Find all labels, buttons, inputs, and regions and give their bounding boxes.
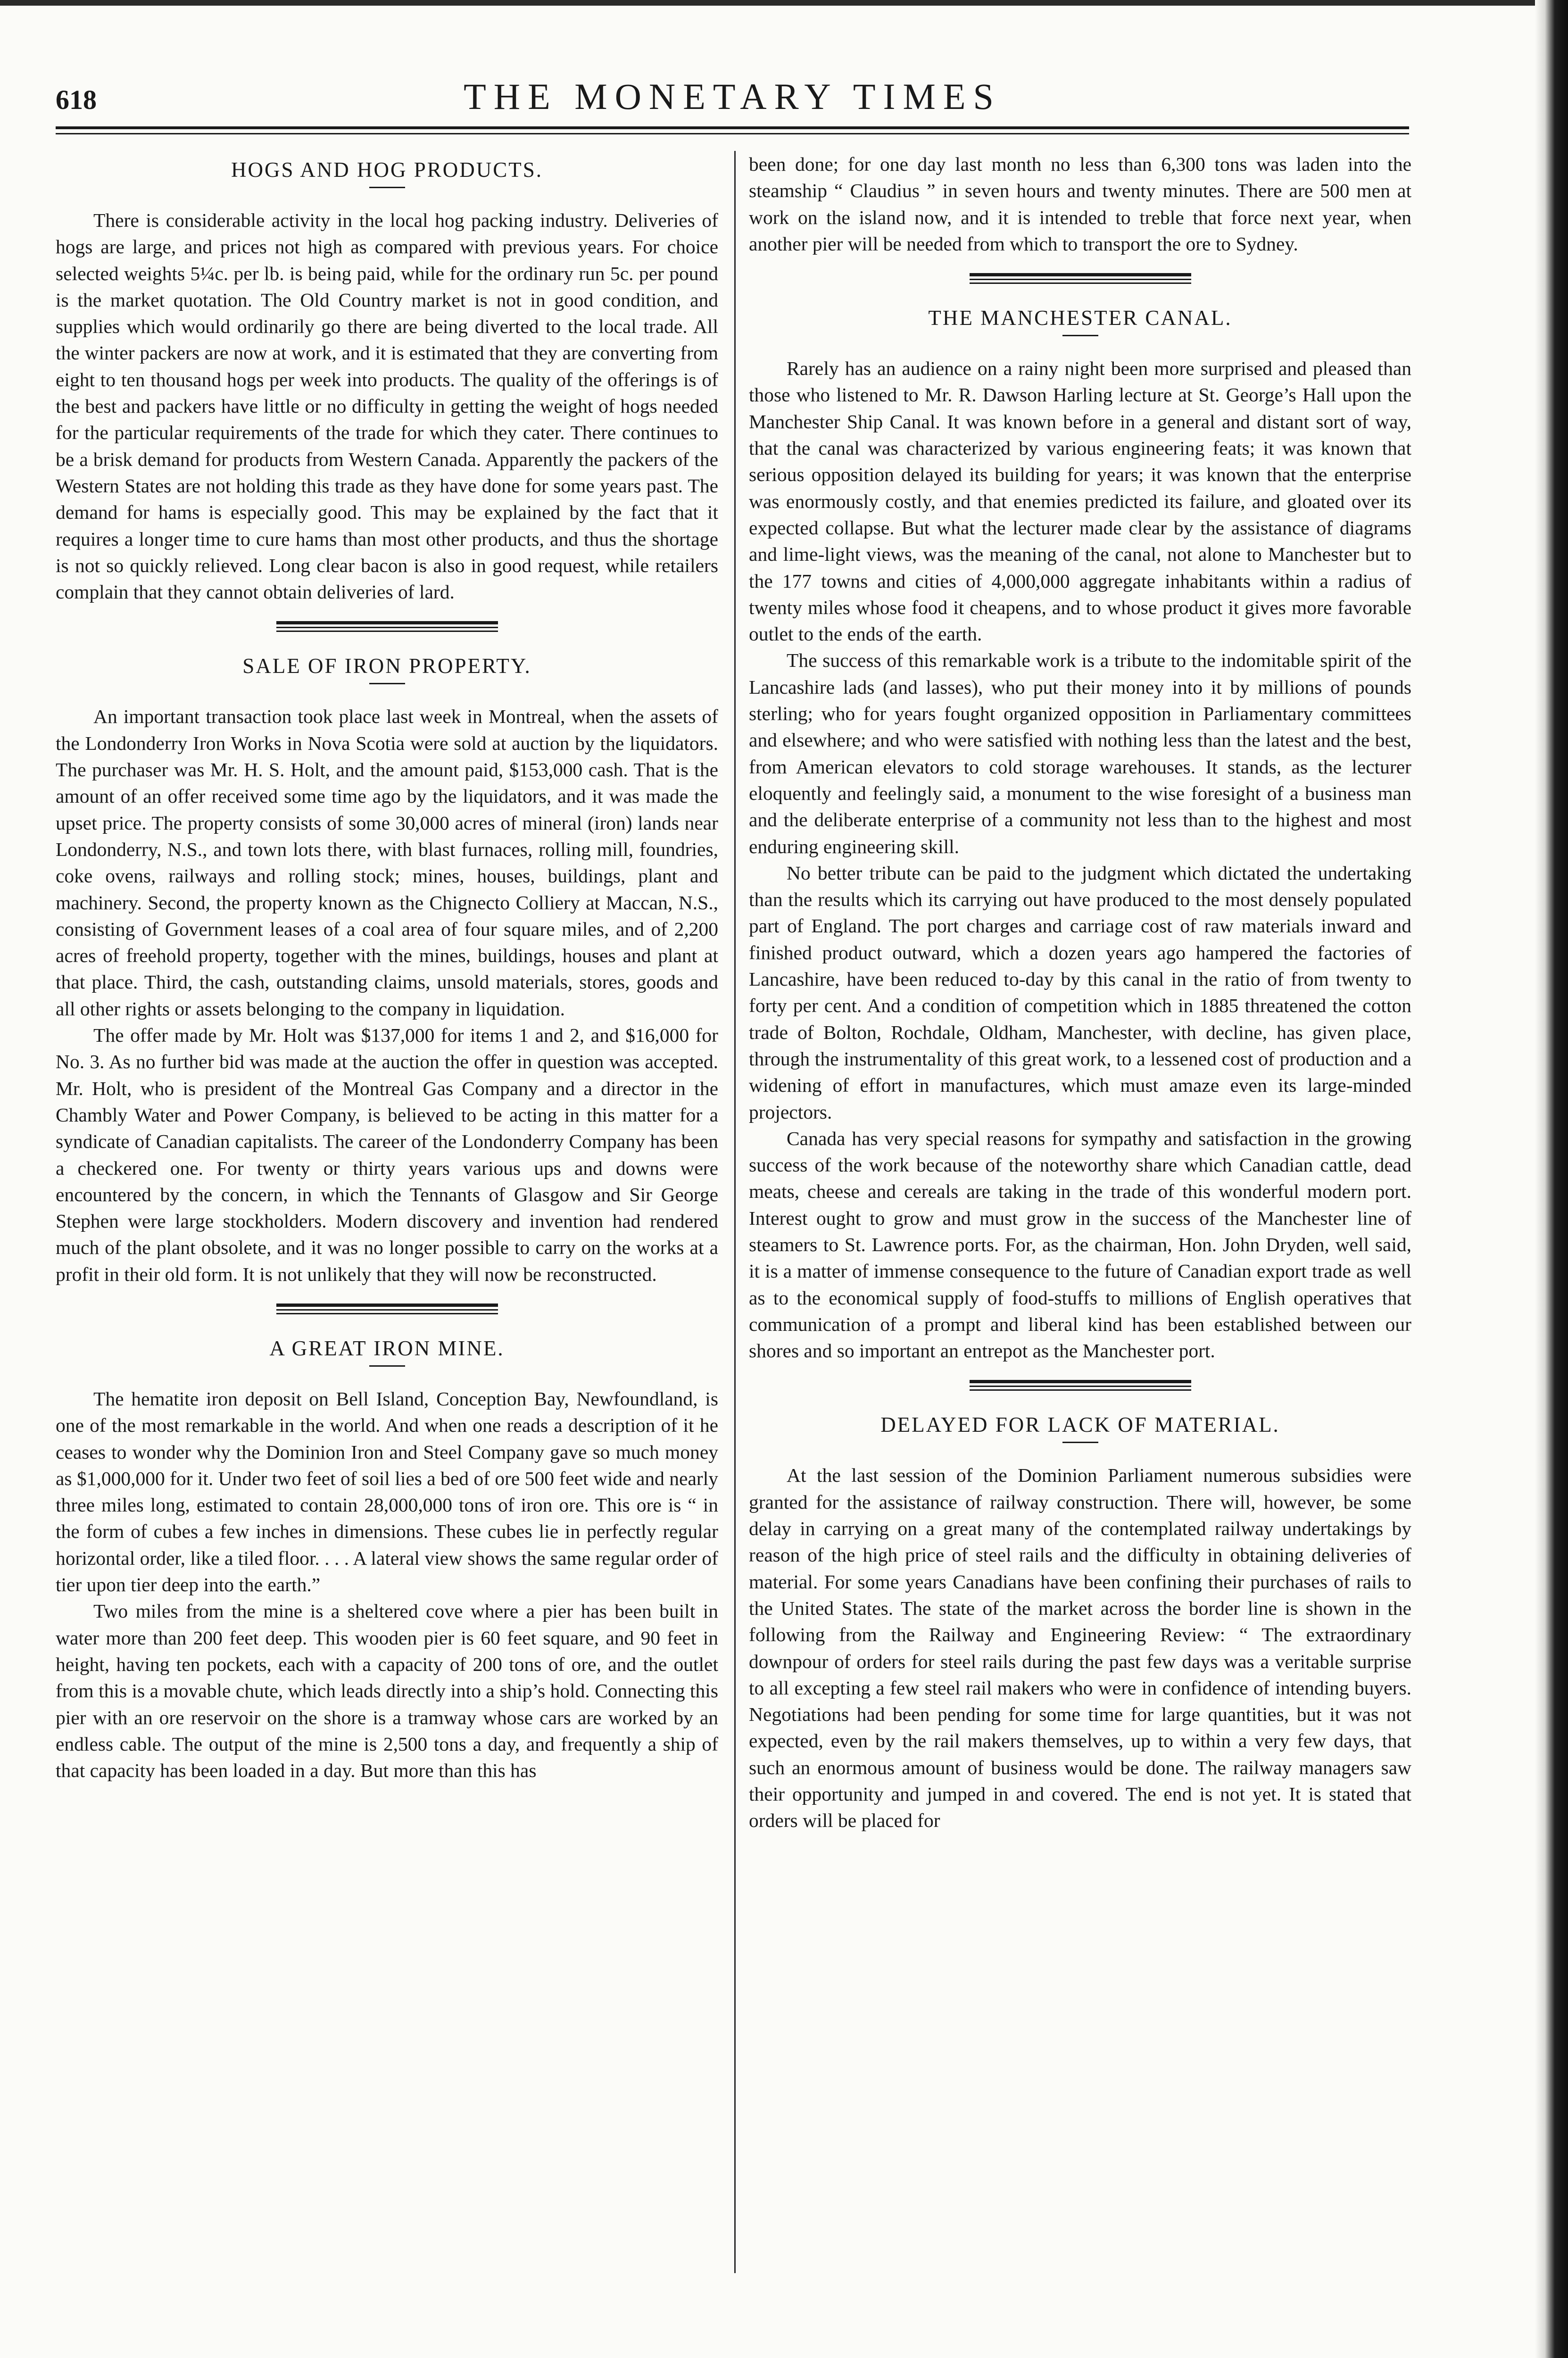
article-paragraph: Canada has very special reasons for sympathy and satisfaction in the growing success of the work because of the noteworthy share which Canadian cattle, dead meats, cheese and cereals are taking in the trade of this wonderful modern port. Interest ought to grow and must grow in the success of the Manchester line of steamers to St. Lawrence ports. For, as the chairman, Hon. John Dryden, well said, it is a matter of immense consequence to the future of Canadian export trade as well as to the economical supply of food-stuffs to millions of English operatives that communication of a prompt and liberal kind has been established between our shores and so important an entrepot as the Manchester port. — [749, 1127, 1411, 1362]
article-paragraph: Two miles from the mine is a sheltered cove where a pier has been built in water more than 200 feet deep. This wooden pier is 60 feet square, and 90 feet in height, having ten pockets, each with a capacity of 200 tons of ore, and the outlet from this is a movable chute, which leads directly into a ship’s hold. Connecting this pier with an ore reservoir on the shore is a tramway whose cars are worked by an endless cable. The output of the mine is 2,500 tons a day, and frequently a ship of that capacity has been loaded in a day. But more than this has — [56, 1600, 718, 1782]
article-separator — [970, 1380, 1191, 1391]
article-iron-property — [56, 654, 718, 1287]
title-rule — [1062, 1442, 1098, 1443]
scan-right-edge — [1535, 0, 1568, 2358]
article-separator — [970, 273, 1191, 284]
title-rule — [369, 1365, 405, 1367]
article-continuation: been done; for one day last month no less than 6,300 tons was laden into the steamship “ Claudius ” in seven hours and twenty minutes. There are 500 men at work on the island now, and it is intended to treble that force next year, when another pier will be needed from which to transport the ore to Sydney. — [749, 153, 1411, 255]
header-rule-top — [56, 126, 1409, 129]
article-title: THE MANCHESTER CANAL. — [928, 306, 1232, 330]
article-paragraph: At the last session of the Dominion Parliament numerous subsidies were granted for the assistance of railway construction. There will, however, be some delay in carrying on a great many of the contemplated railway undertakings by reason of the high price of steel rails and the difficulty in obtaining deliveries of material. For some years Canadians have been confining their purchases of rails to the United States. The state of the market across the border line is shown in the following from the Railway and Engineering Review: “ The extraordinary downpour of orders for steel rails during the past few days was a veritable surprise to all excepting a few steel rail makers who were in confidence of intending buyers. Negotiations had been pending for some time for large quantities, but it was not expected, even by the rail makers themselves, up to within a very few days, that such an enormous amount of business would be done. The railway managers saw their opportunity and jumped in and covered. The end is not yet. It is stated that orders will be placed for — [749, 1464, 1411, 1832]
article-title: HOGS AND HOG PRODUCTS. — [231, 158, 543, 182]
page-number: 618 — [56, 84, 97, 115]
article-delayed — [749, 1412, 1411, 1834]
article-iron-mine — [56, 1336, 718, 1784]
article-separator — [276, 621, 498, 632]
page-header — [56, 71, 1409, 123]
title-rule — [1062, 335, 1098, 336]
title-rule — [369, 187, 405, 188]
article-paragraph: The hematite iron deposit on Bell Island, Conception Bay, Newfoundland, is one of the most remarkable in the world. And when one reads a description of it he ceases to wonder why the Dominion Iron and Steel Company gave so much money as $1,000,000 for it. Under two feet of soil lies a bed of ore 500 feet wide and nearly three miles long, estimated to contain 28,000,000 tons of iron ore. This ore is “ in the form of cubes a few inches in dimensions. These cubes lie in perfectly regular horizontal order, like a tiled floor. . . . A lateral view shows the same regular order of tier upon tier deep into the earth.” — [56, 1387, 718, 1596]
article-manchester-canal — [749, 306, 1411, 1364]
article-hogs — [56, 158, 718, 605]
left-column — [56, 151, 718, 1784]
article-paragraph: The success of this remarkable work is a tribute to the indomitable spirit of the Lancashire lads (and lasses), who put their money into it by millions of pounds sterling; who for years fought organized opposition in Parliamentary committees and elsewhere; and who were satisfied with nothing less than the latest and the best, from American elevators to cold storage warehouses. It stands, as the lecturer eloquently and feelingly said, a monument to the wise foresight of a business man and the deliberate enterprise of a community not less than to the highest and most enduring engineering skill. — [749, 649, 1411, 857]
scan-top-edge — [0, 0, 1568, 6]
article-paragraph: Rarely has an audience on a rainy night been more surprised and pleased than those who listened to Mr. R. Dawson Harling lecture at St. George’s Hall upon the Manchester Ship Canal. It was known before in a general and distant sort of way, that the canal was characterized by various engineering feats; it was known that serious opposition delayed its building for years; it was known that the enterprise was enormously costly, and that enemies predicted its failure, and gloated over its expected collapse. But what the lecturer made clear by the assistance of diagrams and lime-light views, was the meaning of the canal, not alone to Manchester but to the 177 towns and cities of 4,000,000 aggregate inhabitants within a radius of twenty miles whose food it cheapens, and to whose product it gives more favorable outlet to the ends of the earth. — [749, 357, 1411, 645]
masthead: THE MONETARY TIMES — [464, 76, 1001, 117]
article-paragraph: The offer made by Mr. Holt was $137,000 for items 1 and 2, and $16,000 for No. 3. As no further bid was made at the auction the offer in question was accepted. Mr. Holt, who is president of the Montreal Gas Company and a director in the Chambly Water and Power Company, is believed to be acting in this matter for a syndicate of Canadian capitalists. The career of the Londonderry Company has been a checkered one. For twenty or thirty years various ups and downs were encountered by the concern, in which the Tennants of Glasgow and Sir George Stephen were large stockholders. Modern discovery and invention had rendered much of the plant obsolete, and it was no longer possible to carry on the works at a profit in their old form. It is not unlikely that they will now be reconstructed. — [56, 1024, 718, 1285]
article-paragraph: There is considerable activity in the local hog packing industry. Deliveries of hogs are large, and prices not high as compared with previous years. For choice selected weights 5¼c. per lb. is being paid, while for the ordinary run 5c. per pound is the market quotation. The Old Country market is not in good condition, and supplies which would ordinarily go there are being diverted to the local trade. All the winter packers are now at work, and it is estimated that they are converting from eight to ten thousand hogs per week into products. The quality of the offerings is of the best and packers have little or no difficulty in getting the weight of hogs needed for the particular requirements of the trade for which they cater. There continues to be a brisk demand for products from Western Canada. Apparently the packers of the Western States are not holding this trade as they have done for some years past. The demand for hams is especially good. This may be explained by the fact that it requires a longer time to cure hams than most other products, and thus the shortage is not so quickly relieved. Long clear bacon is also in good request, while retailers complain that they cannot obtain deliveries of lard. — [56, 209, 718, 603]
right-column — [749, 151, 1411, 1834]
article-paragraph: No better tribute can be paid to the judgment which dictated the undertaking than the results which its carrying out have produced to the most densely populated part of England. The port charges and carriage cost of raw materials inward and finished product outward, which a dozen years ago hampered the factories of Lancashire, have been reduced to-day by this canal in the ratio of from twenty to forty per cent. And a condition of competition which in 1885 threatened the cotton trade of Bolton, Rochdale, Oldham, Manchester, with decline, has given place, through the instrumentality of this great work, to a lessened cost of production and a widening of effort in manufactures, which must amaze even its large-minded projectors. — [749, 862, 1411, 1123]
title-rule — [369, 683, 405, 684]
article-title: DELAYED FOR LACK OF MATERIAL. — [880, 1413, 1280, 1437]
article-title: A GREAT IRON MINE. — [269, 1336, 505, 1360]
article-separator — [276, 1304, 498, 1314]
header-rule-bottom — [56, 133, 1409, 134]
article-paragraph: An important transaction took place last week in Montreal, when the assets of the Londonderry Iron Works in Nova Scotia were sold at auction by the liquidators. The purchaser was Mr. H. S. Holt, and the amount paid, $153,000 cash. That is the amount of an offer received some time ago by the liquidators, and it was made the upset price. The property consists of some 30,000 acres of mineral (iron) lands near Londonderry, N.S., and town lots there, with blast furnaces, rolling mill, foundries, coke ovens, railways and rolling stock; mines, houses, buildings, plant and machinery. Second, the property known as the Chignecto Colliery at Maccan, N.S., consisting of Government leases of a coal area of four square miles, and of 2,200 acres of freehold property, together with the mines, buildings, houses and plant at that place. Third, the cash, outstanding claims, unsold materials, stores, goods and all other rights or assets belonging to the company in liquidation. — [56, 706, 718, 1020]
article-title: SALE OF IRON PROPERTY. — [242, 654, 531, 678]
column-divider — [734, 151, 736, 2273]
